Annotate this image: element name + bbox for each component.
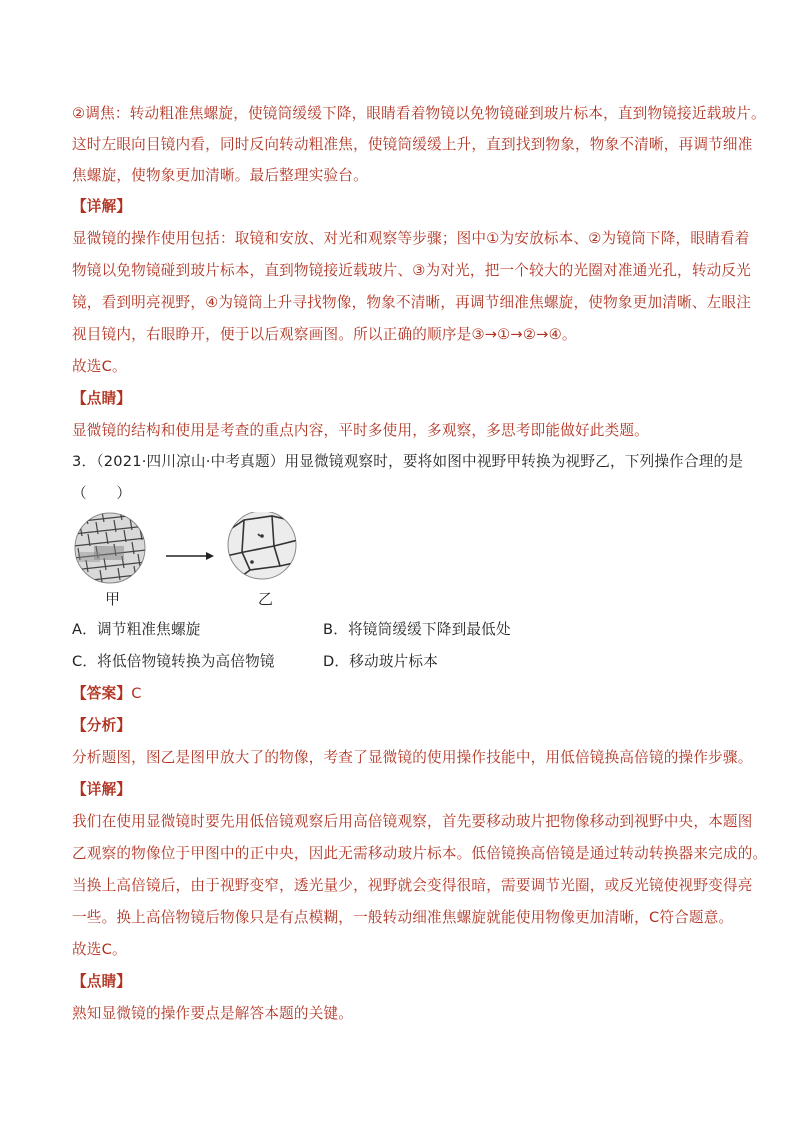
- focus-step-line-1: ②调焦：转动粗准焦螺旋，使镜筒缓缓下降，眼睛看着物镜以免物镜碰到玻片标本，直到物镜接近载玻片。: [72, 105, 766, 122]
- field-b-image: [226, 512, 298, 582]
- detail2-line-1: 我们在使用显微镜时要先用低倍镜观察后用高倍镜观察，首先要移动玻片把物像移动到视野中央，本题图: [72, 813, 753, 830]
- question-3-blank: （ ）: [72, 485, 132, 502]
- detail-line-4-text: 视目镜内，右眼睁开，便于以后观察画图。所以正确的顺序是: [72, 326, 472, 343]
- focus-step-line-2: 这时左眼向目镜内看，同时反向转动粗准焦，使镜筒缓缓上升，直到找到物象，物象不清晰，再调节细准: [72, 136, 753, 153]
- detail-line-3: 镜，看到明亮视野，④为镜筒上升寻找物像，物象不清晰，再调节细准焦螺旋，使物象更加清晰、左眼注: [72, 294, 752, 311]
- field-a-image: [74, 512, 146, 584]
- answer-heading: 【答案】: [72, 685, 132, 702]
- detail-line-4: [72, 325, 577, 345]
- answer-line: 故选C。: [72, 358, 127, 375]
- answer-value: C: [131, 685, 142, 702]
- detail2-line-2: 乙观察的物像位于甲图中的正中央，因此无需移动玻片标本。低倍镜换高倍镜是通过转动转换器来完成的。: [72, 845, 768, 862]
- option-b: B．将镜筒缓缓下降到最低处: [323, 621, 511, 638]
- detail-line-4-end: 。: [561, 326, 577, 343]
- answer-row: [72, 684, 142, 704]
- field-a-label: 甲: [105, 590, 121, 608]
- field-b-label: 乙: [258, 590, 274, 608]
- detail-heading-2: 【详解】: [72, 781, 132, 798]
- focus-step-line-3: 焦螺旋，使物象更加清晰。最后整理实验台。: [72, 167, 368, 184]
- detail2-line-4: 一些。换上高倍物镜后物像只是有点模糊，一般转动细准焦螺旋就能使用物像更加清晰，C符合题意。: [72, 909, 734, 926]
- option-c: C．将低倍物镜转换为高倍物镜: [72, 653, 275, 670]
- arrow-icon: [166, 552, 214, 560]
- tip-line: 显微镜的结构和使用是考查的重点内容，平时多使用，多观察，多思考即能做好此类题。: [72, 422, 649, 439]
- answer-line-2: 故选C。: [72, 941, 127, 958]
- question-3-stem: 3．（2021·四川凉山·中考真题）用显微镜观察时，要将如图中视野甲转换为视野乙，下列操作合理的是: [72, 453, 744, 470]
- tip-heading: 【点睛】: [72, 390, 132, 407]
- detail2-line-3: 当换上高倍镜后，由于视野变窄，透光量少，视野就会变得很暗，需要调节光圈，或反光镜使视野变得亮: [72, 877, 753, 894]
- analysis-line: 分析题图，图乙是图甲放大了的物像，考查了显微镜的使用操作技能中，用低倍镜换高倍镜的操作步骤。: [72, 749, 753, 766]
- option-d: D．移动玻片标本: [323, 653, 438, 670]
- detail-line-2: 物镜以免物镜碰到玻片标本，直到物镜接近载玻片、③为对光，把一个较大的光圈对准通光孔，转动反光: [72, 262, 752, 279]
- microscope-fields-figure: [74, 512, 314, 612]
- option-a: A．调节粗准焦螺旋: [72, 621, 201, 638]
- tip-heading-2: 【点睛】: [72, 973, 132, 990]
- detail-line-1: 显微镜的操作使用包括：取镜和安放、对光和观察等步骤；图中①为安放标本、②为镜筒下降，眼睛看着: [72, 230, 750, 247]
- tip-line-2: 熟知显微镜的操作要点是解答本题的关键。: [72, 1005, 354, 1022]
- detail-heading: 【详解】: [72, 198, 132, 215]
- analysis-heading: 【分析】: [72, 717, 132, 734]
- order-sequence: ③→①→②→④: [471, 326, 562, 343]
